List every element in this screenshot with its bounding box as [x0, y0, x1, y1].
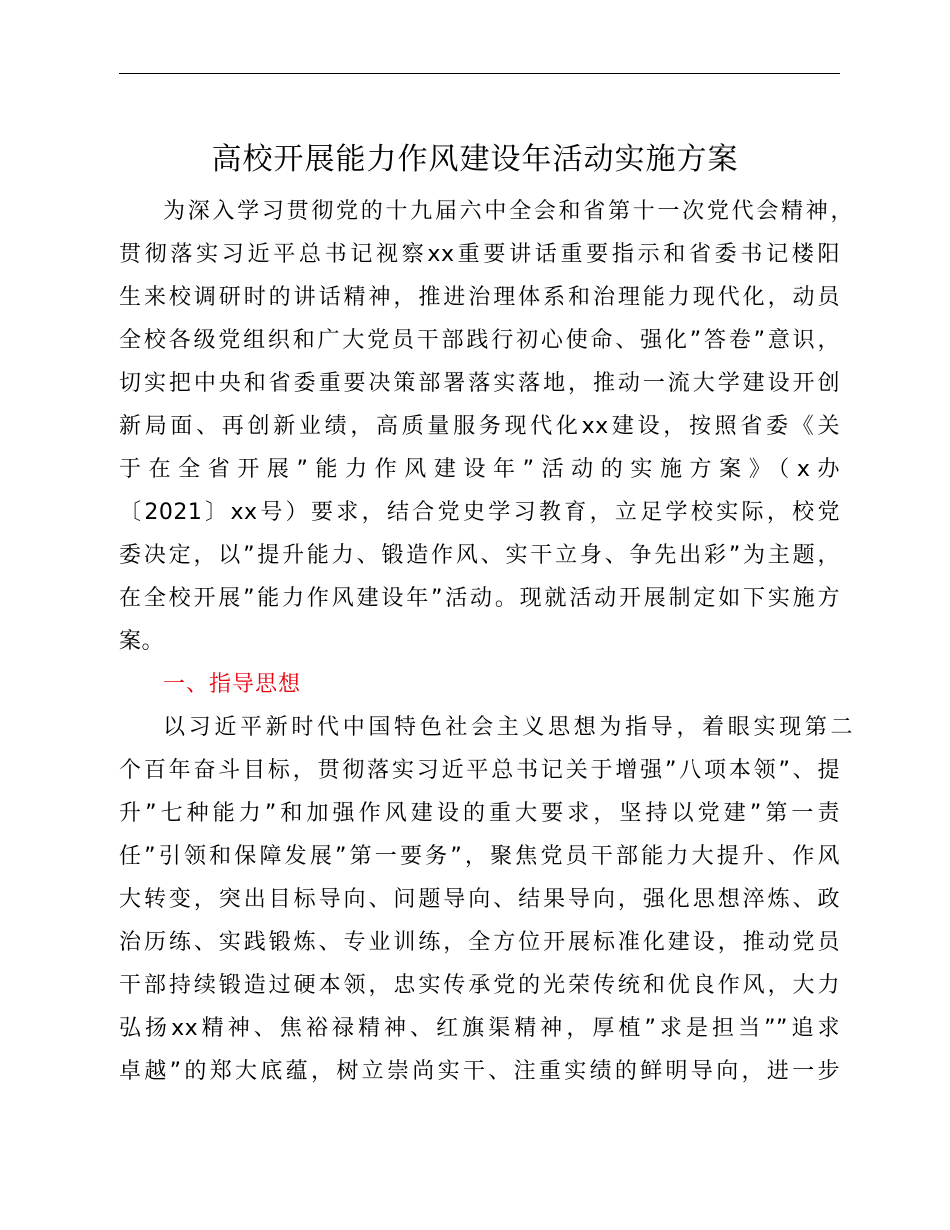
- section-line: 大转变，突出目标导向、问题导向、结果导向，强化思想淬炼、政: [119, 887, 840, 912]
- document-title: 高校开展能力作风建设年活动实施方案: [211, 142, 739, 177]
- section-line: 以习近平新时代中国特色社会主义思想为指导，着眼实现第二: [163, 715, 853, 740]
- section-line: 干部持续锻造过硬本领，忠实传承党的光荣传统和优良作风，大力: [119, 973, 840, 998]
- section-line: 治历练、实践锻炼、专业训练，全方位开展标准化建设，推动党员: [119, 930, 840, 955]
- section-line: 升”七种能力”和加强作风建设的重大要求，坚持以党建”第一责: [119, 801, 840, 826]
- section-line: 弘扬xx精神、焦裕禄精神、红旗渠精神，厚植”求是担当””追求: [119, 1016, 840, 1041]
- intro-line: 为深入学习贯彻党的十九届六中全会和省第十一次党代会精神，: [163, 199, 853, 224]
- header-rule: [119, 73, 840, 74]
- intro-line: 新局面、再创新业绩，高质量服务现代化xx建设，按照省委《关: [119, 414, 840, 439]
- section-line: 个百年奋斗目标，贯彻落实习近平总书记关于增强”八项本领”、提: [119, 758, 840, 783]
- intro-line: 于在全省开展”能力作风建设年”活动的实施方案》（x办: [119, 457, 840, 482]
- section-line: 卓越”的郑大底蕴，树立崇尚实干、注重实绩的鲜明导向，进一步: [119, 1059, 840, 1084]
- intro-line: 贯彻落实习近平总书记视察xx重要讲话重要指示和省委书记楼阳: [119, 242, 840, 267]
- intro-line: 切实把中央和省委重要决策部署落实落地，推动一流大学建设开创: [119, 371, 840, 396]
- intro-line: 〔2021〕xx号）要求，结合党史学习教育，立足学校实际，校党: [119, 500, 840, 525]
- section-heading: 一、指导思想: [163, 672, 302, 697]
- intro-line: 生来校调研时的讲话精神，推进治理体系和治理能力现代化，动员: [119, 285, 840, 310]
- intro-line: 委决定，以”提升能力、锻造作风、实干立身、争先出彩”为主题，: [119, 543, 840, 568]
- intro-line: 在全校开展”能力作风建设年”活动。现就活动开展制定如下实施方: [119, 586, 840, 611]
- intro-line: 案。: [119, 629, 165, 654]
- intro-line: 全校各级党组织和广大党员干部践行初心使命、强化”答卷”意识，: [119, 328, 840, 353]
- section-line: 任”引领和保障发展”第一要务”，聚焦党员干部能力大提升、作风: [119, 844, 840, 869]
